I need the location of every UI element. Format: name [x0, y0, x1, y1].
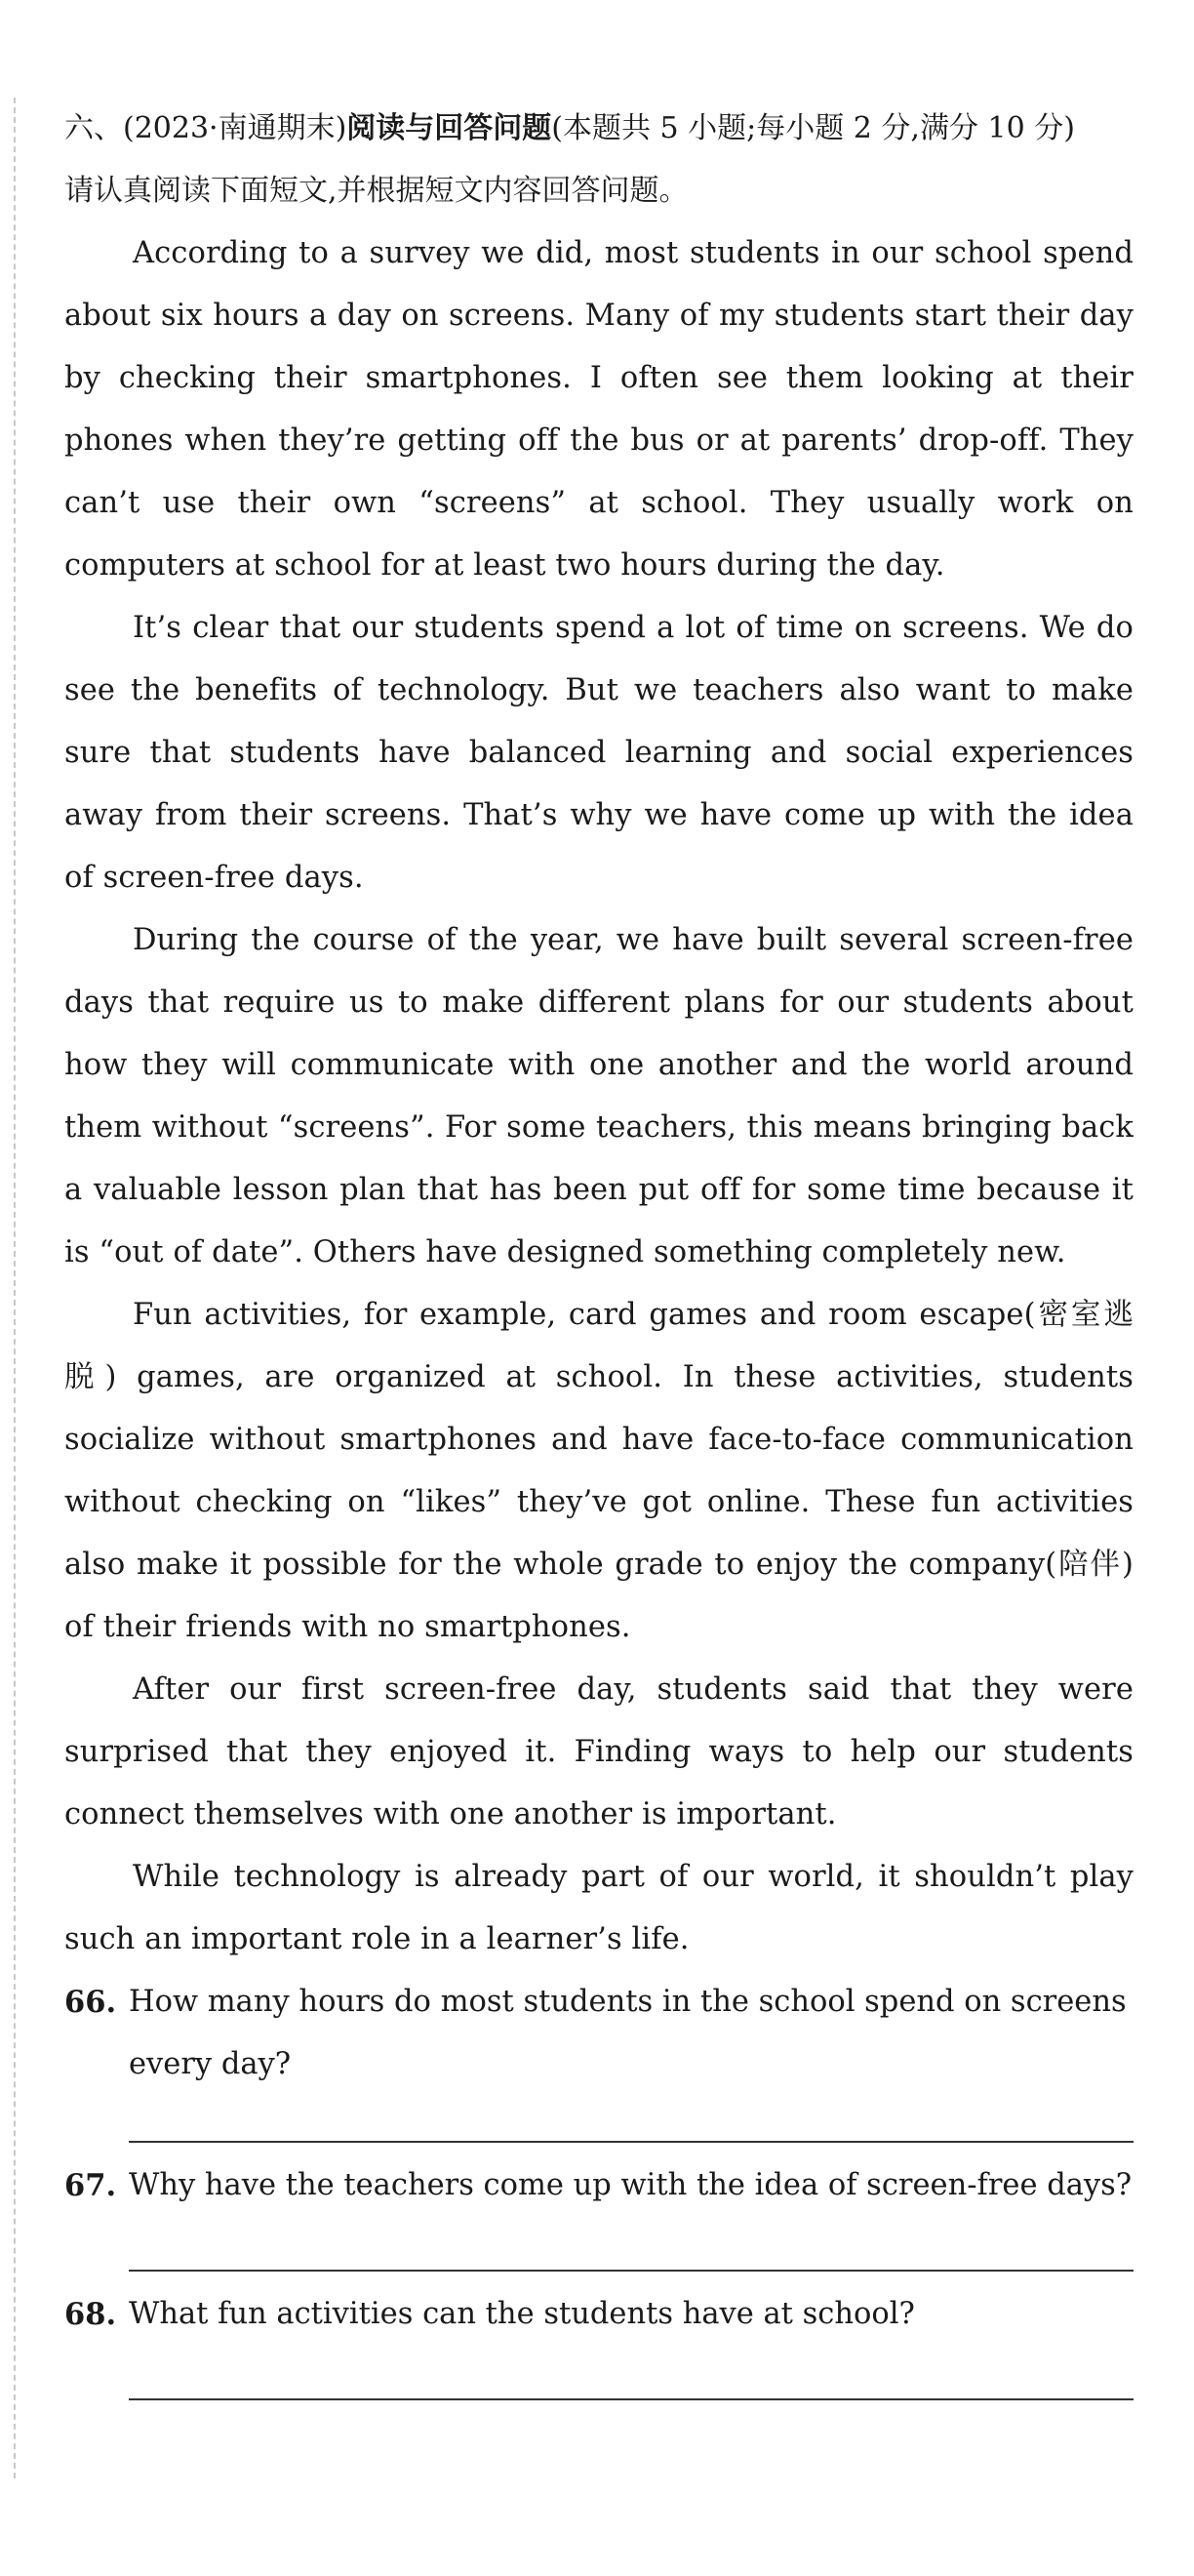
question-66 — [64, 1971, 1134, 2154]
question-text: How many hours do most students in the school spend on screens every day? — [129, 1985, 1127, 2081]
question-text: Why have the teachers come up with the idea of screen-free days? — [129, 2168, 1133, 2202]
section-header — [64, 98, 1134, 160]
passage-paragraph: According to a survey we did, most students in our school spend about six hours a day on screens. Many of my students start their day by checking their smartphones. I often see them looking at their phones when they’re getting off the bus or at parents’ drop-off. They can’t use their own “screens” at school. They usually work on computers at school for at least two hours during the day. — [64, 236, 1134, 583]
binding-margin-line — [14, 98, 16, 2478]
section-number: 六、 — [64, 111, 123, 145]
passage-paragraph: During the course of the year, we have built several screen-free days that require us to make different plans for our students about how they will communicate with one another and the world around them without “screens”. For some teachers, this means bringing back a valuable lesson plan that has been put off for some time because it is “out of date”. Others have designed something completely new. — [64, 923, 1134, 1269]
passage-paragraph: Fun activities, for example, card games and room escape(密室逃脱) games, are organized at school. In these activities, students socialize without smartphones and have face-to-face communication without checking on “likes” they’ve got online. These fun activities also make it possible for the whole grade to enjoy the company(陪伴) of their friends with no smartphones. — [64, 1298, 1134, 1644]
section-title: 阅读与回答问题 — [346, 111, 552, 145]
question-text: What fun activities can the students have at school? — [129, 2297, 915, 2331]
question-number: 66. — [64, 1985, 117, 2020]
exercise-content — [64, 98, 1134, 2400]
passage-paragraph: After our first screen-free day, students said that they were surprised that they enjoyed it. Finding ways to help our students connect themselves with one another is important. — [64, 1672, 1134, 1831]
question-number: 68. — [64, 2297, 117, 2332]
question-68 — [64, 2283, 1134, 2400]
passage-paragraph: While technology is already part of our world, it shouldn’t play such an important role in a learner’s life. — [64, 1860, 1134, 1956]
question-67 — [64, 2154, 1134, 2283]
reading-passage — [64, 222, 1134, 1971]
question-number: 67. — [64, 2168, 117, 2203]
passage-paragraph: It’s clear that our students spend a lot of time on screens. We do see the benefits of technology. But we teachers also want to make sure that students have balanced learning and social experiences away from their screens. That’s why we have come up with the idea of screen-free days. — [64, 611, 1134, 895]
section-source: (2023·南通期末) — [123, 111, 347, 145]
answer-line-68[interactable] — [129, 2398, 1134, 2400]
instruction-text: 请认真阅读下面短文,并根据短文内容回答问题。 — [64, 174, 689, 208]
section-scoring: (本题共 5 小题;每小题 2 分,满分 10 分) — [551, 111, 1075, 145]
